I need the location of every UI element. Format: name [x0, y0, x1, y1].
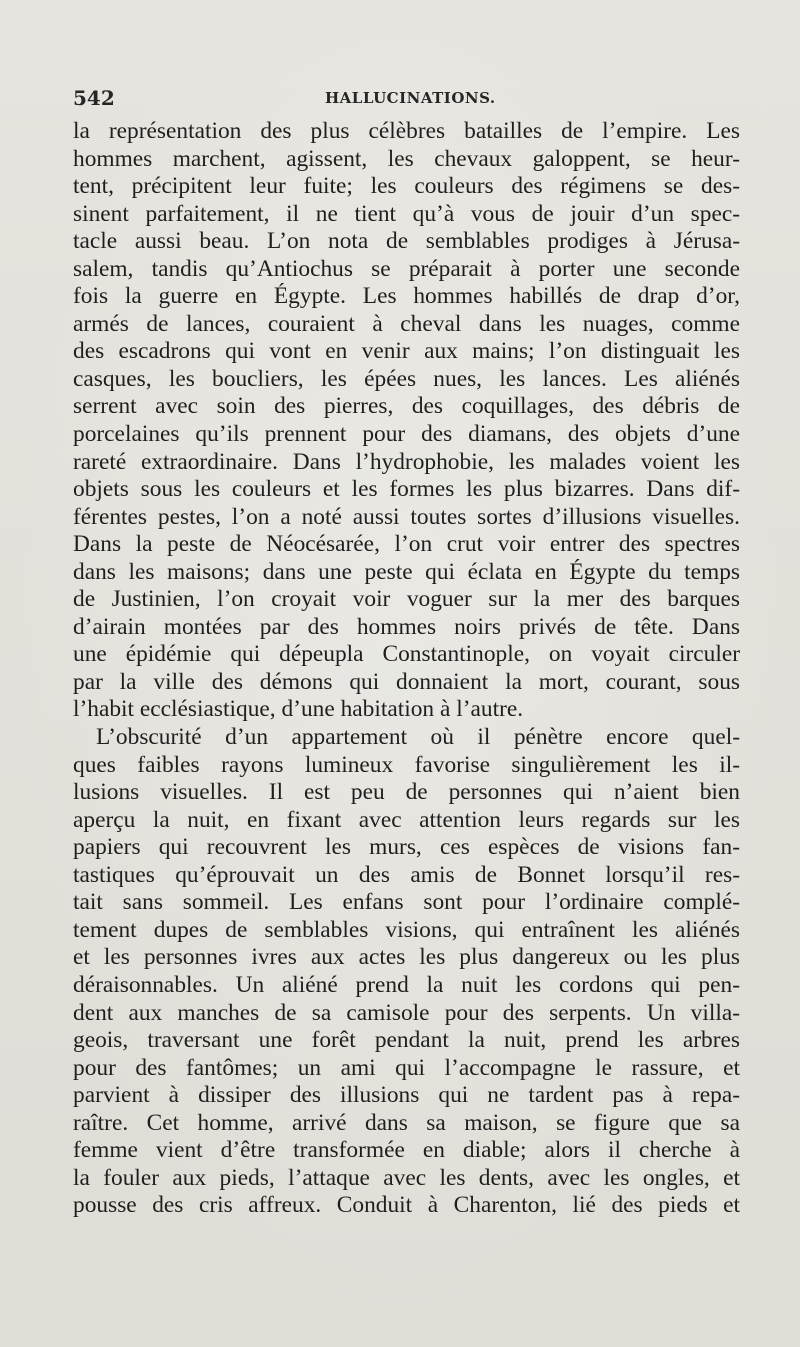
text-line: déraisonnables. Un aliéné prend la nuit les cordons qui pen-: [73, 971, 740, 998]
text-line: tait sans sommeil. Les enfans sont pour l’ordinaire complé-: [73, 889, 740, 916]
text-line: porcelaines qu’ils prennent pour des diamans, des objets d’une: [73, 421, 740, 448]
text-line: serrent avec soin des pierres, des coquillages, des débris de: [73, 393, 740, 420]
text-line: geois, traversant une forêt pendant la nuit, prend les arbres: [73, 1027, 740, 1054]
text-line: fois la guerre en Égypte. Les hommes habillés de drap d’or,: [73, 283, 740, 310]
text-line: ques faibles rayons lumineux favorise singulièrement les il-: [73, 751, 740, 778]
text-line: sinent parfaitement, il ne tient qu’à vous de jouir d’un spec-: [73, 200, 740, 227]
text-line: rareté extraordinaire. Dans l’hydrophobie, les malades voient les: [73, 448, 740, 475]
text-line: une épidémie qui dépeupla Constantinople, on voyait circuler: [73, 641, 740, 668]
text-line: aperçu la nuit, en fixant avec attention leurs regards sur les: [73, 806, 740, 833]
text-line: lusions visuelles. Il est peu de personnes qui n’aient bien: [73, 779, 740, 806]
text-line: hommes marchent, agissent, les chevaux galoppent, se heur-: [73, 145, 740, 172]
text-line: Dans la peste de Néocésarée, l’on crut voir entrer des spectres: [73, 531, 740, 558]
text-line: des escadrons qui vont en venir aux mains; l’on distinguait les: [73, 338, 740, 365]
text-line: papiers qui recouvrent les murs, ces espèces de visions fan-: [73, 834, 740, 861]
running-head: [73, 84, 740, 114]
text-line: armés de lances, couraient à cheval dans les nuages, comme: [73, 310, 740, 337]
text-line: par la ville des démons qui donnaient la mort, courant, sous: [73, 668, 740, 695]
text-line: pousse des cris affreux. Conduit à Charenton, lié des pieds et: [73, 1192, 740, 1219]
text-line: dans les maisons; dans une peste qui éclata en Égypte du temps: [73, 558, 740, 585]
page-number: 542: [73, 86, 115, 110]
body-text: [73, 118, 740, 1220]
text-line: raître. Cet homme, arrivé dans sa maison, se figure que sa: [73, 1109, 740, 1136]
text-line: salem, tandis qu’Antiochus se préparait à porter une seconde: [73, 255, 740, 282]
text-line: la représentation des plus célèbres batailles de l’empire. Les: [73, 118, 740, 144]
text-line: tent, précipitent leur fuite; les couleurs des régimens se des-: [73, 173, 740, 200]
text-line: la fouler aux pieds, l’attaque avec les dents, avec les ongles, et: [73, 1164, 740, 1191]
text-line: et les personnes ivres aux actes les plus dangereux ou les plus: [73, 944, 740, 971]
text-line: femme vient d’être transformée en diable; alors il cherche à: [73, 1137, 740, 1164]
running-title: HALLUCINATIONS.: [325, 89, 496, 107]
text-line: férentes pestes, l’on a noté aussi toutes sortes d’illusions visuelles.: [73, 503, 740, 530]
text-line: de Justinien, l’on croyait voir voguer sur la mer des barques: [73, 586, 740, 613]
text-line: tement dupes de semblables visions, qui entraînent les aliénés: [73, 916, 740, 943]
text-line: casques, les boucliers, les épées nues, les lances. Les aliénés: [73, 365, 740, 392]
text-line: tacle aussi beau. L’on nota de semblables prodiges à Jérusa-: [73, 228, 740, 255]
paragraph-start-line: L’obscurité d’un appartement où il pénètre encore quel-: [96, 724, 740, 751]
text-line: d’airain montées par des hommes noirs privés de tête. Dans: [73, 613, 740, 640]
text-line: dent aux manches de sa camisole pour des serpents. Un villa-: [73, 999, 740, 1026]
text-line: objets sous les couleurs et les formes les plus bizarres. Dans dif-: [73, 476, 740, 503]
text-line: parvient à dissiper des illusions qui ne tardent pas à repa-: [73, 1082, 740, 1109]
text-line: tastiques qu’éprouvait un des amis de Bonnet lorsqu’il res-: [73, 861, 740, 888]
text-line: pour des fantômes; un ami qui l’accompagne le rassure, et: [73, 1054, 740, 1081]
paragraph-end-line: l’habit ecclésiastique, d’une habitation à l’autre.: [73, 696, 524, 723]
